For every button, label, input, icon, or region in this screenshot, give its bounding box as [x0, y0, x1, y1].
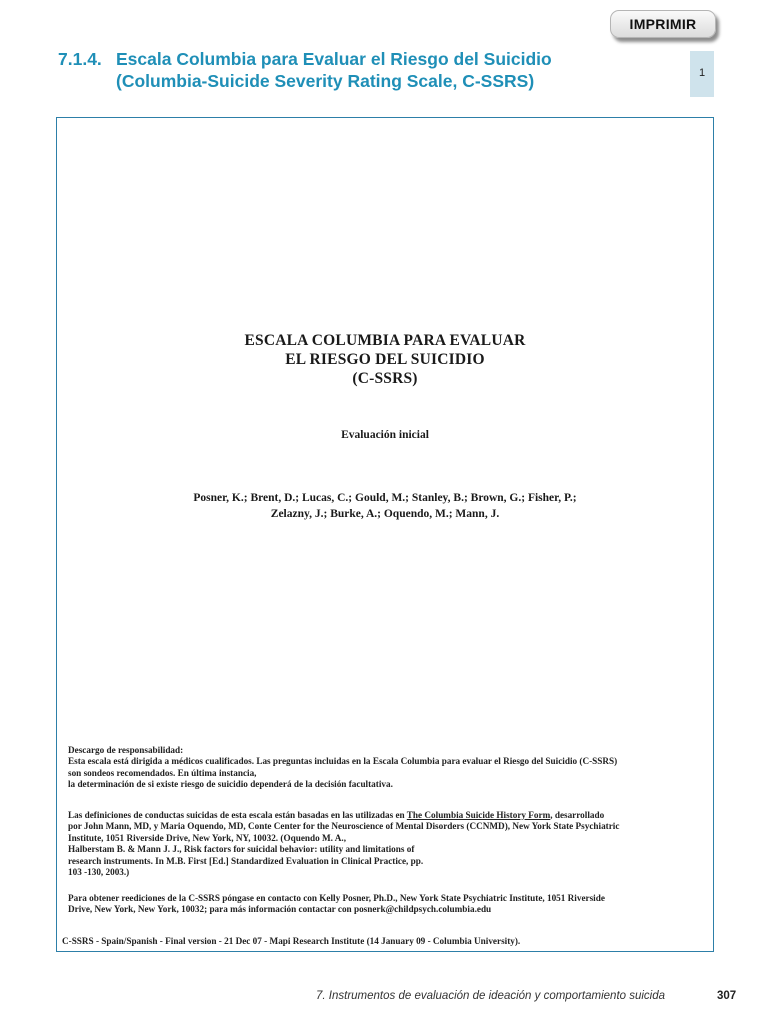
print-button[interactable]: IMPRIMIR	[610, 10, 716, 38]
authors	[57, 490, 713, 522]
document-title	[57, 331, 713, 388]
disclaimer-line: la determinación de si existe riesgo de suicidio dependerá de la decisión facultativa.	[68, 779, 393, 790]
section-number: 7.1.4.	[58, 49, 102, 69]
definitions-line: por John Mann, MD, y Maria Oquendo, MD, Conte Center for the Neuroscience of Mental Disorders (CCNMD), New York State Psychiatric	[68, 821, 620, 832]
definitions-line: research instruments. In M.B. First [Ed.] Standardized Evaluation in Clinical Practice, pp.	[68, 855, 424, 866]
section-title-line-2: (Columbia-Suicide Severity Rating Scale, C-SSRS)	[116, 71, 535, 91]
page-number: 307	[717, 990, 737, 1002]
version-note: C-SSRS - Spain/Spanish - Final version - 21 Dec 07 - Mapi Research Institute (14 January 09 - Columbia University).	[62, 936, 521, 946]
disclaimer-line: Esta escala está dirigida a médicos cualificados. Las preguntas incluidas en la Escala Columbia para evaluar el Riesgo del Suicidio (C-SSRS)	[68, 756, 618, 767]
disclaimer-line: son sondeos recomendados. En última instancia,	[68, 767, 257, 778]
contact-line: Para obtener reediciones de la C-SSRS póngase en contacto con Kelly Posner, Ph.D., New York State Psychiatric Institute, 1051 Riverside	[68, 893, 605, 903]
authors-line: Posner, K.; Brent, D.; Lucas, C.; Gould, M.; Stanley, B.; Brown, G.; Fisher, P.;	[193, 492, 577, 504]
disclaimer-line: Descargo de responsabilidad:	[68, 745, 184, 755]
footer-chapter: 7. Instrumentos de evaluación de ideación y comportamiento suicida	[316, 990, 666, 1002]
document-title-line: ESCALA COLUMBIA PARA EVALUAR	[244, 332, 526, 349]
section-title-line-1: Escala Columbia para Evaluar el Riesgo del Suicidio	[116, 49, 552, 69]
document-title-line: (C-SSRS)	[352, 370, 418, 387]
definitions-line: Halberstam B. & Mann J. J., Risk factors for suicidal behavior: utility and limitations of	[68, 844, 415, 855]
authors-line: Zelazny, J.; Burke, A.; Oquendo, M.; Mann, J.	[270, 508, 500, 520]
document-title-line: EL RIESGO DEL SUICIDIO	[285, 351, 485, 368]
definitions-paragraph	[68, 810, 708, 878]
contact-paragraph	[68, 893, 708, 916]
document-frame	[56, 117, 714, 952]
page-tab	[690, 51, 714, 97]
disclaimer	[68, 745, 708, 791]
document-subtitle: Evaluación inicial	[341, 429, 429, 441]
definitions-line: Institute, 1051 Riverside Drive, New York, NY, 10032. (Oquendo M. A.,	[68, 832, 346, 843]
definitions-text: , desarrollado	[550, 810, 605, 820]
contact-line: Drive, New York, New York, 10032; para más información contactar con posnerk@childpsych.columbia.edu	[68, 904, 492, 915]
definitions-line	[68, 810, 708, 821]
definitions-line: 103 -130, 2003.)	[68, 867, 130, 878]
history-form-link[interactable]: The Columbia Suicide History Form	[406, 810, 551, 820]
page-tab-number: 1	[698, 67, 706, 79]
definitions-text: Las definiciones de conductas suicidas de esta escala están basadas en las utilizadas en	[68, 810, 407, 820]
